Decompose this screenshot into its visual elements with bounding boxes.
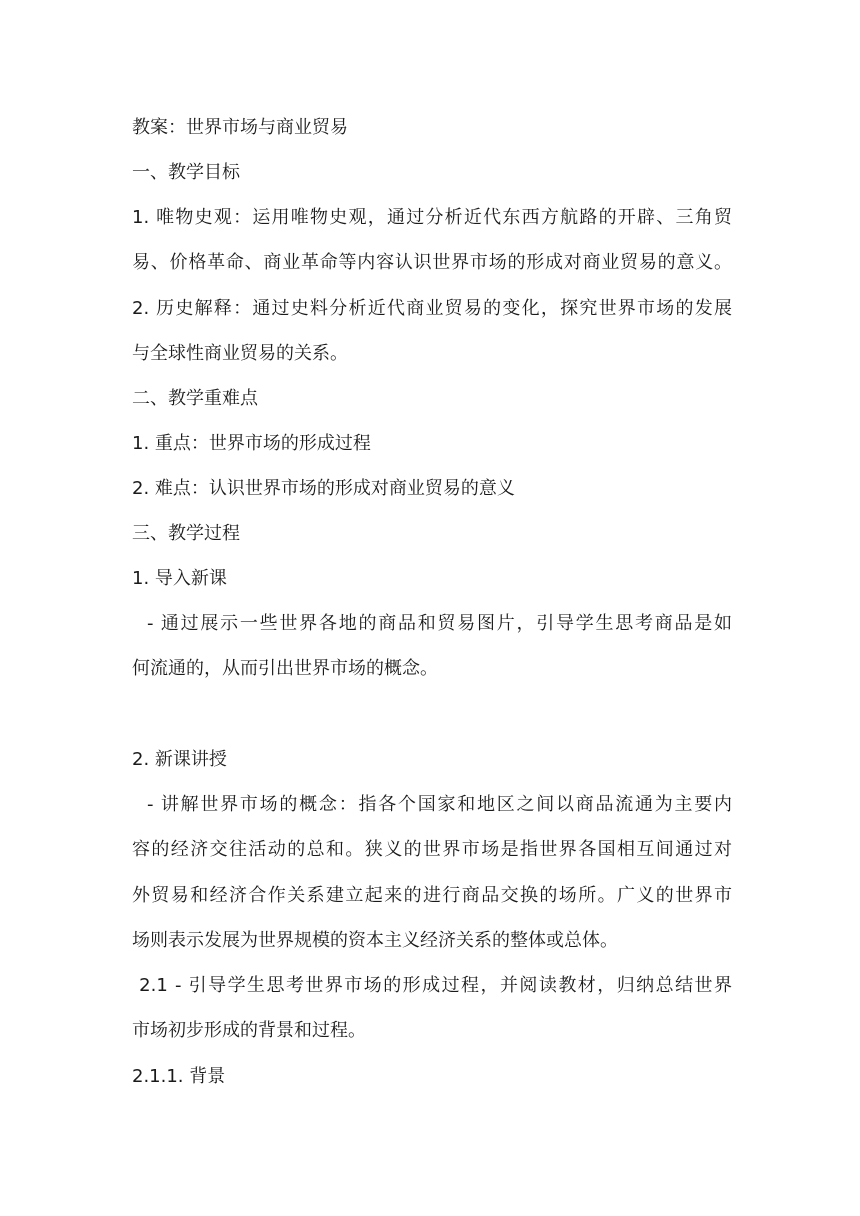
step-2-line-1: - 讲解世界市场的概念：指各个国家和地区之间以商品流通为主要内 <box>132 794 732 815</box>
objective-2-line-2: 与全球性商业贸易的关系。 <box>132 343 348 364</box>
step-2-line-3: 外贸易和经济合作关系建立起来的进行商品交换的场所。广义的世界市 <box>132 885 732 906</box>
objective-1-line-2: 易、价格革命、商业革命等内容认识世界市场的形成对商业贸易的意义。 <box>132 252 732 273</box>
step-1-line-1: - 通过展示一些世界各地的商品和贸易图片，引导学生思考商品是如 <box>132 613 732 634</box>
step-2-heading: 2. 新课讲授 <box>132 749 227 770</box>
document-title: 教案：世界市场与商业贸易 <box>132 117 348 138</box>
step-1-heading: 1. 导入新课 <box>132 568 227 589</box>
step-2-1-line-1: 2.1 - 引导学生思考世界市场的形成过程，并阅读教材，归纳总结世界 <box>132 975 732 996</box>
step-1-line-2: 何流通的，从而引出世界市场的概念。 <box>132 658 438 679</box>
step-2-line-4: 场则表示发展为世界规模的资本主义经济关系的整体或总体。 <box>132 930 618 951</box>
objective-2-line-1: 2. 历史解释：通过史料分析近代商业贸易的变化，探究世界市场的发展 <box>132 298 732 319</box>
key-point-2: 2. 难点：认识世界市场的形成对商业贸易的意义 <box>132 478 515 499</box>
key-point-1: 1. 重点：世界市场的形成过程 <box>132 433 371 454</box>
section-heading-process: 三、教学过程 <box>132 523 240 544</box>
section-heading-key-points: 二、教学重难点 <box>132 388 258 409</box>
step-2-1-1-heading: 2.1.1. 背景 <box>132 1066 226 1087</box>
step-2-line-2: 容的经济交往活动的总和。狭义的世界市场是指世界各国相互间通过对 <box>132 839 732 860</box>
section-heading-objectives: 一、教学目标 <box>132 162 240 183</box>
step-2-1-line-2: 市场初步形成的背景和过程。 <box>132 1020 366 1041</box>
objective-1-line-1: 1. 唯物史观：运用唯物史观，通过分析近代东西方航路的开辟、三角贸 <box>132 207 732 228</box>
